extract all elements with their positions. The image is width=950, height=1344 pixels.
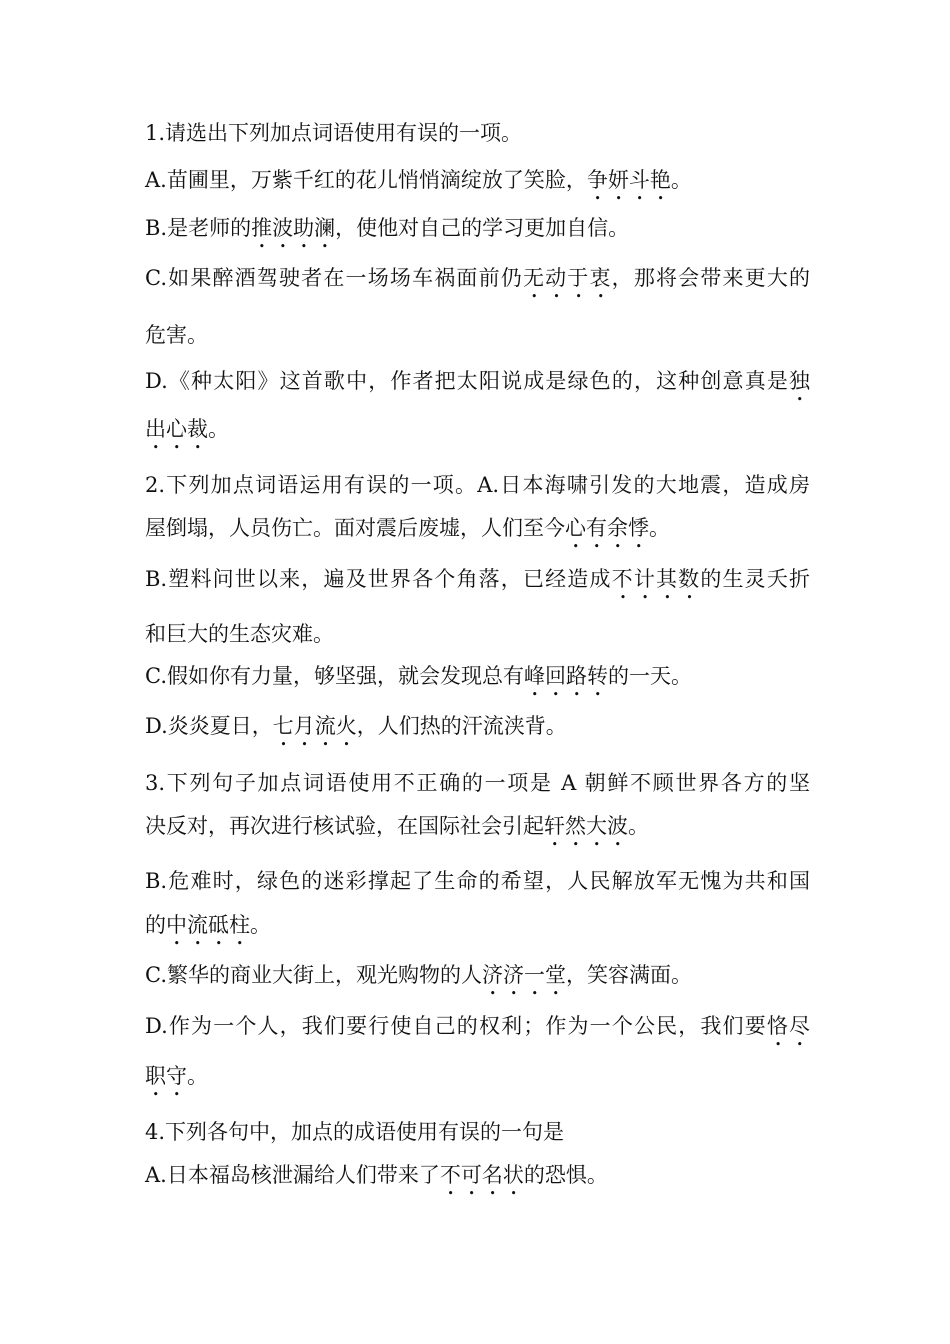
emphasized-term: 峰回路转 [524, 664, 608, 688]
emphasized-term: 不计其数 [611, 567, 701, 591]
question-1-option-a: A.苗圃里，万紫千红的花儿悄悄滴绽放了笑脸，争妍斗艳。 [145, 168, 692, 192]
question-1-option-c-continued: 危害。 [145, 323, 208, 347]
question-1-option-d: D.《种太阳》这首歌中，作者把太阳说成是绿色的，这种创意真是独 [145, 369, 810, 393]
emphasized-term: 中流砥柱 [166, 913, 250, 937]
emphasized-term: 出心裁 [145, 417, 208, 441]
question-1-option-b: B.是老师的推波助澜，使他对自己的学习更加自信。 [145, 216, 630, 240]
question-1-option-c: C.如果醉酒驾驶者在一场场车祸面前仍无动于衷，那将会带来更大的 [145, 266, 811, 290]
emphasized-term: 推波助澜 [251, 216, 336, 240]
question-1-option-d-continued: 出心裁。 [145, 417, 229, 441]
question-3-option-c: C.繁华的商业大街上，观光购物的人济济一堂，笑容满面。 [145, 963, 692, 987]
emphasized-term: 恪尽 [766, 1014, 811, 1038]
question-4-stem: 4.下列各句中，加点的成语使用有误的一句是 [145, 1120, 565, 1144]
emphasized-term: 七月流火 [272, 714, 357, 738]
question-2-stem-continued: 屋倒塌，人员伤亡。面对震后废墟，人们至今心有余悸。 [145, 516, 670, 540]
emphasized-term: 心有余悸 [565, 516, 649, 540]
emphasized-term: 职守 [145, 1064, 187, 1088]
emphasized-term: 济济一堂 [482, 963, 566, 987]
question-3-stem-continued: 决反对，再次进行核试验，在国际社会引起轩然大波。 [145, 814, 649, 838]
question-3-stem: 3.下列句子加点词语使用不正确的一项是 A 朝鲜不顾世界各方的坚 [145, 771, 810, 795]
question-3-option-d-continued: 职守。 [145, 1064, 208, 1088]
question-1-stem: 1.请选出下列加点词语使用有误的一项。 [145, 121, 523, 145]
emphasized-term: 争妍斗艳 [586, 168, 671, 192]
question-3-option-d: D.作为一个人，我们要行使自己的权利；作为一个公民，我们要恪尽 [145, 1014, 811, 1038]
question-2-option-c: C.假如你有力量，够坚强，就会发现总有峰回路转的一天。 [145, 664, 692, 688]
question-2-option-b-continued: 和巨大的生态灾难。 [145, 622, 334, 646]
emphasized-term: 轩然大波 [544, 814, 628, 838]
question-4-option-a: A.日本福岛核泄漏给人们带来了不可名状的恐惧。 [145, 1163, 608, 1187]
question-2-stem: 2.下列加点词语运用有误的一项。A.日本海啸引发的大地震，造成房 [145, 473, 810, 497]
question-2-option-d: D.炎炎夏日，七月流火，人们热的汗流浃背。 [145, 714, 567, 738]
question-3-option-b-continued: 的中流砥柱。 [145, 913, 271, 937]
question-2-option-b: B.塑料问世以来，遍及世界各个角落，已经造成不计其数的生灵夭折 [145, 567, 811, 591]
question-3-option-b: B.危难时，绿色的迷彩撑起了生命的希望，人民解放军无愧为共和国 [145, 869, 810, 893]
emphasized-term: 无动于衷 [522, 266, 612, 290]
emphasized-term: 不可名状 [439, 1163, 524, 1187]
emphasized-term: 独 [789, 369, 810, 393]
